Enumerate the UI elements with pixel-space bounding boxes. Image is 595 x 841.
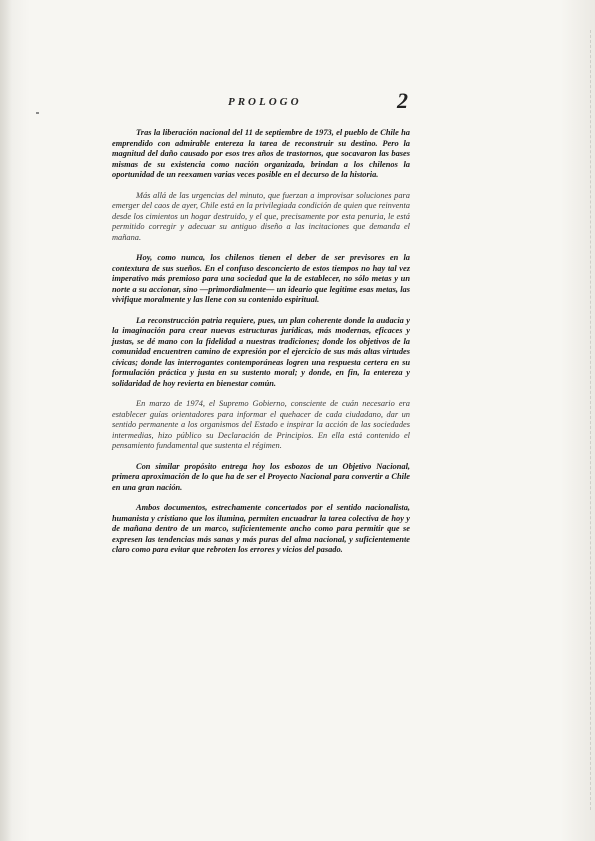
margin-mark (36, 112, 39, 114)
prologue-body (112, 128, 410, 566)
page-number: 2 (397, 88, 408, 113)
page-title: PROLOGO (228, 96, 302, 108)
paragraph-3: Hoy, como nunca, los chilenos tienen el deber de ser previsores en la contextura de sus sueños. En el confuso desconcierto de estos tiempos no hay tal vez imperativo más premioso para una sociedad que la de establecer, no sólo metas y un norte a su accionar, sino —primordialmente— un ideario que legitime esas metas, las vivifique moralmente y las llene con su contenido espiritual. (112, 253, 410, 304)
page-spine-shadow (0, 0, 12, 841)
page-edge (588, 30, 591, 810)
paragraph-2: Más allá de las urgencias del minuto, que fuerzan a improvisar soluciones para emerger del caos de ayer, Chile está en la privilegiada condición de quien que reinventa desde los cimientos un hogar destruido, y el que, precisamente por esta penuria, le está permitido corregir y adecuar su antiguo diseño a las incitaciones que demanda el mañana. (112, 190, 410, 242)
paragraph-4: La reconstrucción patria requiere, pues, un plan coherente donde la audacia y la imaginación para crear nuevas estructuras jurídicas, más modernas, eficaces y justas, se dé mano con la fidelidad a nuestras tradiciones; donde los objetivos de la comunidad encuentren camino de expresión por el ejercicio de sus más altas virtudes cívicas; donde las interrogantes contemporáneas logren una respuesta certera en su formulación práctica y justa en su sustento moral; y donde, en fin, la entereza y solidaridad de hoy revierta en bienestar común. (112, 315, 410, 388)
paragraph-6: Con similar propósito entrega hoy los esbozos de un Objetivo Nacional, primera aproximación de lo que ha de ser el Proyecto Nacional para convertir a Chile en una gran nación. (112, 461, 410, 492)
paragraph-7: Ambos documentos, estrechamente concertados por el sentido nacionalista, humanista y cristiano que los ilumina, permiten encuadrar la tarea colectiva de hoy y de mañana dentro de un marco, suficientemente ancho como para permitir que se expresen las tendencias más sanas y más puras del alma nacional, y suficientemente claro como para evitar que rebroten los errores y vicios del pasado. (112, 503, 410, 554)
paragraph-5: En marzo de 1974, el Supremo Gobierno, consciente de cuán necesario era establecer guías orientadores para informar el quehacer de cada ciudadano, dar un sentido permanente a los organismos del Estado e inspirar la acción de las sociedades intermedias, hizo público su Declaración de Principios. En ella está contenido el pensamiento fundamental que sustenta el régimen. (112, 399, 410, 450)
paragraph-1: Tras la liberación nacional del 11 de septiembre de 1973, el pueblo de Chile ha emprendido con admirable entereza la tarea de reconstruir su destino. Pero la magnitud del daño causado por esos tres años de trastornos, que socavaron las bases mismas de su existencia como nación organizada, brindan a los chilenos la oportunidad de un reexamen varias veces posible en el decurso de la historia. (112, 128, 410, 179)
